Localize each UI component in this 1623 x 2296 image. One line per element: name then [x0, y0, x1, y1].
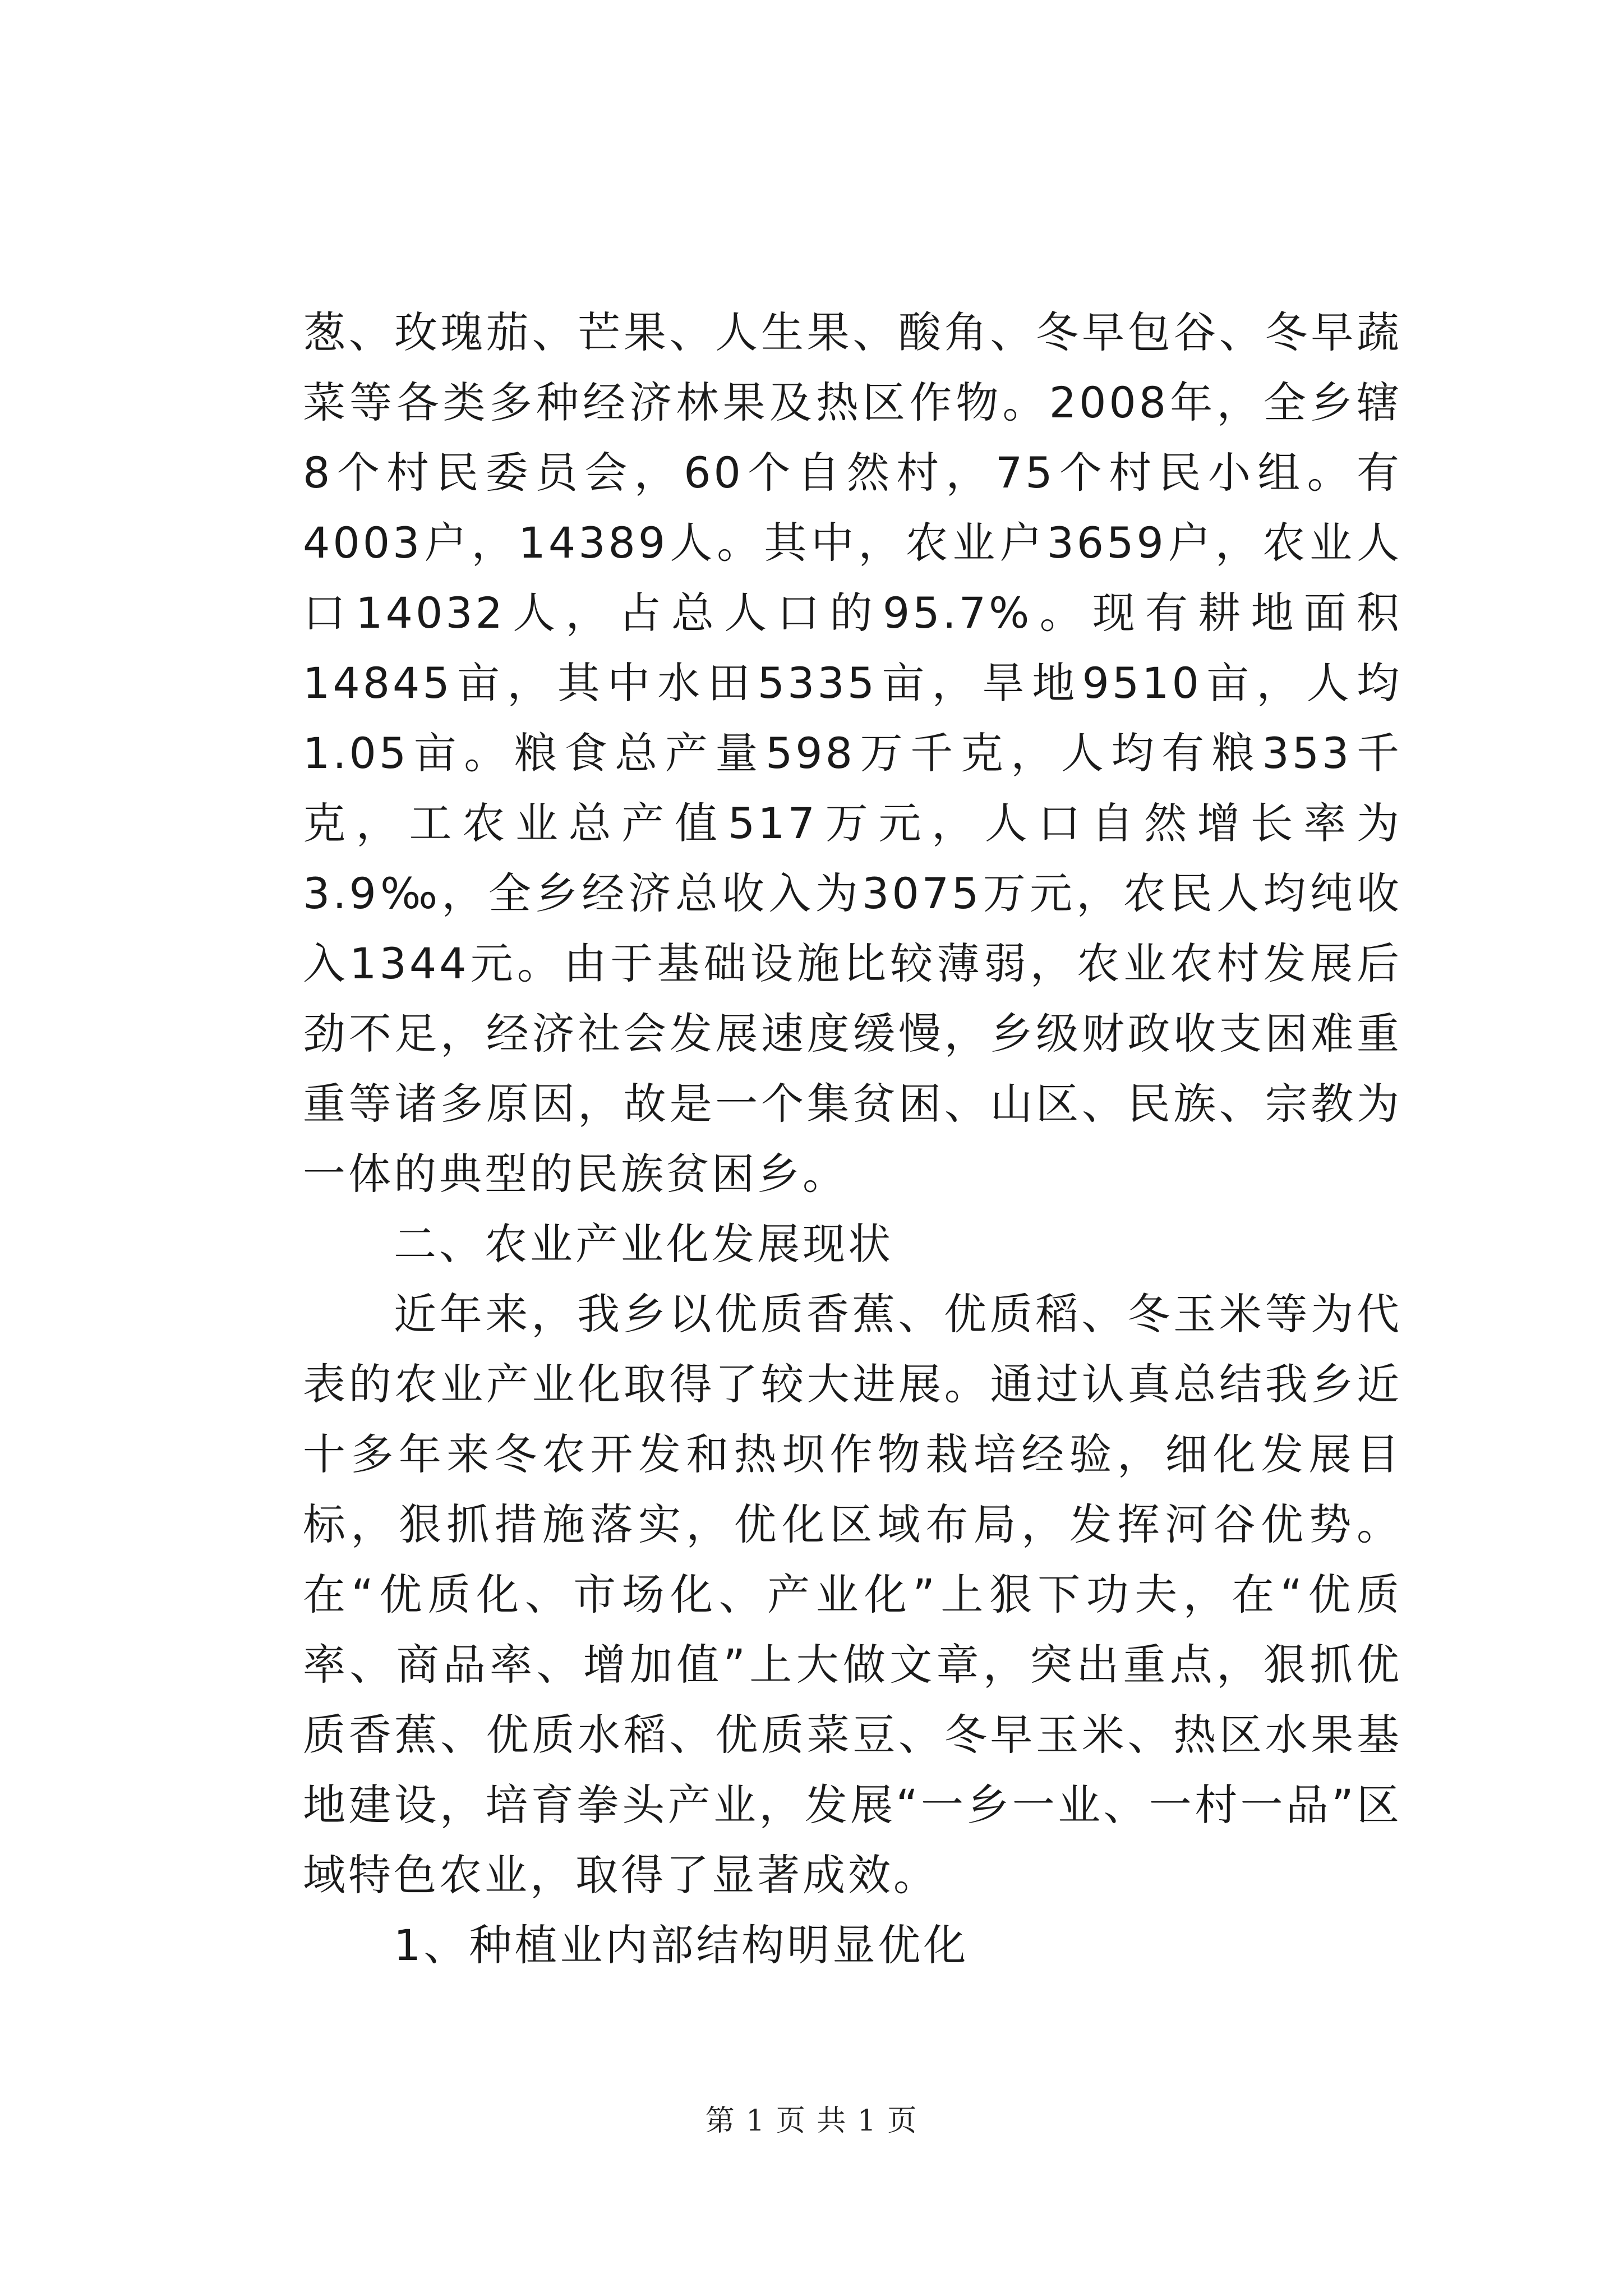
- section-heading: 二、农业产业化发展现状: [394, 1219, 893, 1269]
- page-footer: 第 1 页 共 1 页: [705, 2104, 918, 2138]
- paragraph-industrialization-status: 近年来，我乡以优质香蕉、优质稻、冬玉米等为代表的农业产业化取得了较大进展。通过认真总结我乡近十多年来冬农开发和热坝作物栽培经验，细化发展目标，狠抓措施落实，优化区域布局，发挥河谷优势。在“优质化、市场化、产业化”上狠下功夫，在“优质率、商品率、增加值”上大做文章，突出重点，狠抓优质香蕉、优质水稻、优质菜豆、冬早玉米、热区水果基地建设，培育拳头产业，发展“一乡一业、一村一品”区域特色农业，取得了显著成效。: [303, 1289, 1402, 1900]
- subsection-heading: 1、种植业内部结构明显优化: [394, 1920, 969, 1970]
- paragraph-population-overview: 葱、玫瑰茄、芒果、人生果、酸角、冬早包谷、冬早蔬菜等各类多种经济林果及热区作物。2008年，全乡辖8个村民委员会，60个自然村，75个村民小组。有4003户，14389人。其中，农业户3659户，农业人口14032人，占总人口的95.7%。现有耕地面积14845亩，其中水田5335亩，旱地9510亩，人均1.05亩。粮食总产量598万千克，人均有粮353千克，工农业总产值517万元，人口自然增长率为3.9‰，全乡经济总收入为3075万元，农民人均纯收入1344元。由于基础设施比较薄弱，农业农村发展后劲不足，经济社会发展速度缓慢，乡级财政收支困难重重等诸多原因，故是一个集贫困、山区、民族、宗教为一体的典型的民族贫困乡。: [303, 307, 1402, 1199]
- document-body: [303, 297, 1402, 1980]
